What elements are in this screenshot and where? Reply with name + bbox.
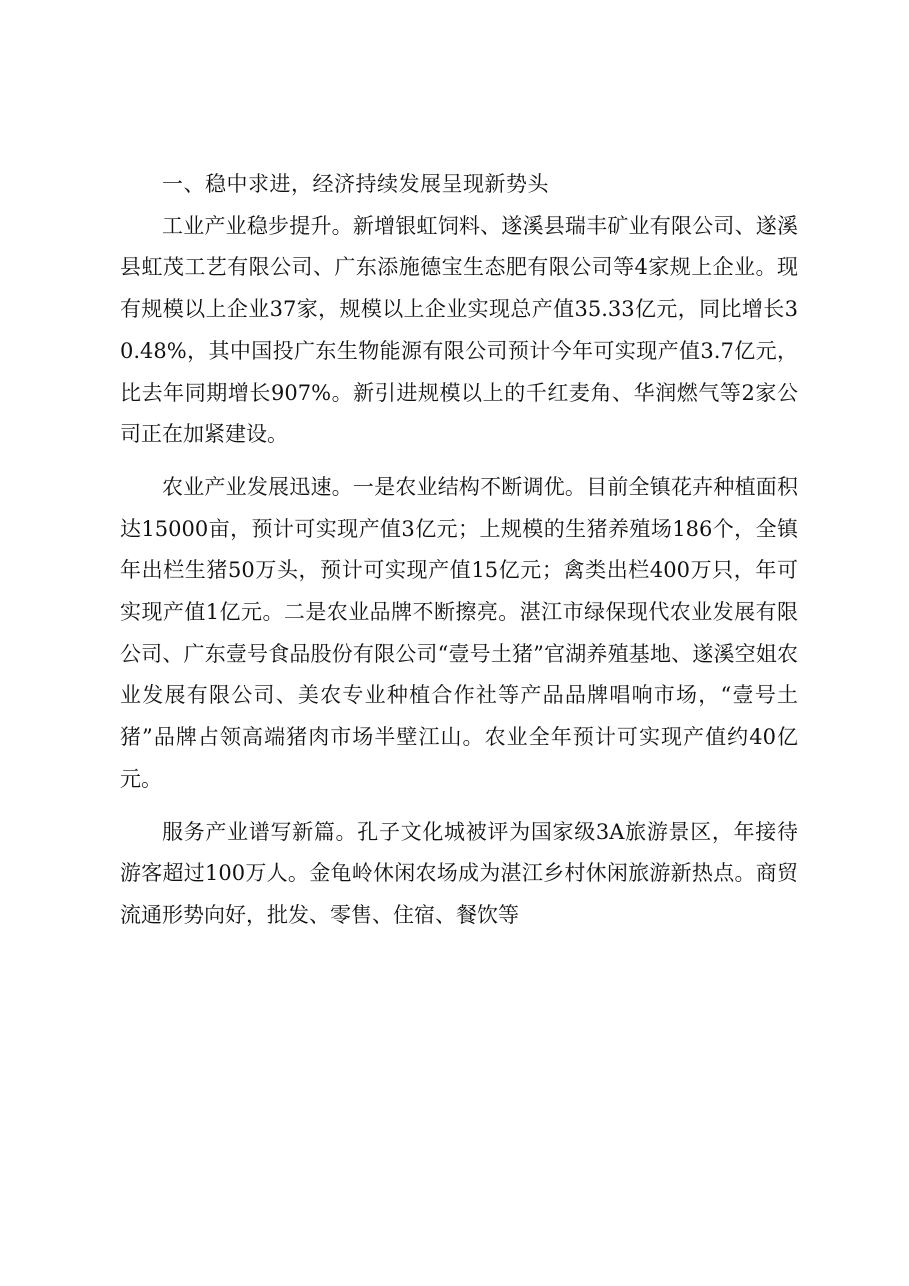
paragraph-gap: [120, 456, 798, 467]
paragraph-industry: 工业产业稳步提升。新增银虹饲料、遂溪县瑞丰矿业有限公司、遂溪县虹茂工艺有限公司、广东添施德宝生态肥有限公司等4家规上企业。现有规模以上企业37家，规模以上企业实现总产值35.33亿元，同比增长30.48%，其中国投广东生物能源有限公司预计今年可实现产值3.7亿元，比去年同期增长907%。新引进规模以上的千红麦角、华润燃气等2家公司正在加紧建设。: [120, 213, 798, 447]
paragraph-services: 服务产业谱写新篇。孔子文化城被评为国家级3A旅游景区，年接待游客超过100万人。金龟岭休闲农场成为湛江乡村休闲旅游新热点。商贸流通形势向好，批发、零售、住宿、餐饮等: [120, 819, 798, 927]
section-heading: 一、稳中求进，经济持续发展呈现新势头: [162, 172, 549, 196]
document-body: [120, 164, 798, 937]
paragraph-agriculture: 农业产业发展迅速。一是农业结构不断调优。目前全镇花卉种植面积达15000亩，预计可实现产值3亿元；上规模的生猪养殖场186个，全镇年出栏生猪50万头，预计可实现产值15亿元；禽类出栏400万只，年可实现产值1亿元。二是农业品牌不断擦亮。湛江市绿保现代农业发展有限公司、广东壹号食品股份有限公司“壹号土猪”官湖养殖基地、遂溪空姐农业发展有限公司、美农专业种植合作社等产品品牌唱响市场，“壹号土猪”品牌占领高端猪肉市场半壁江山。农业全年预计可实现产值约40亿元。: [120, 474, 798, 791]
paragraph-gap: [120, 801, 798, 812]
